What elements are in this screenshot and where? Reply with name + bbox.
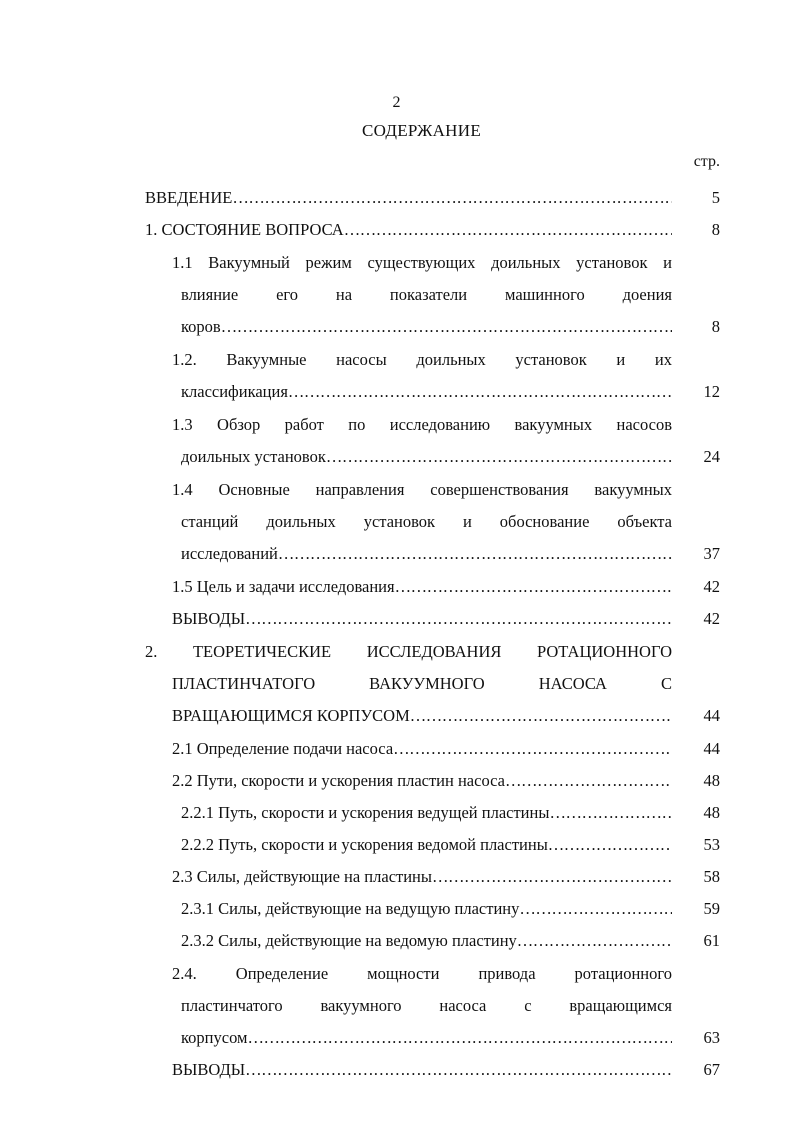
toc-entry-1-4-line1: 1.4 Основные направления совершенствования вакуумных [172,480,672,499]
leader-dots [393,733,672,765]
toc-entry-2-3-1 [181,893,672,925]
toc-entry-1-3-line2 [181,441,672,473]
toc-entry-text: классификация [181,382,288,401]
toc-page-number: 44 [703,739,720,758]
toc-entry-text: корпусом [181,1028,248,1047]
page-title: СОДЕРЖАНИЕ [361,121,482,140]
toc-entry-2-4-line2: пластинчатого вакуумного насоса с вращающимся [181,996,672,1015]
toc-page-number: 48 [703,771,720,790]
leader-dots [232,182,672,214]
toc-entry-1-1-line1: 1.1 Вакуумный режим существующих доильных установок и [172,253,672,272]
toc-entry-2-3-2 [181,925,672,957]
toc-entry-text: 2.2 Пути, скорости и ускорения пластин насоса [172,771,505,790]
toc-entry-1-2-line1: 1.2. Вакуумные насосы доильных установок и их [172,350,672,369]
toc-entry-text: 1.5 Цель и задачи исследования [172,577,395,596]
toc-page-number: 5 [711,188,720,207]
toc-page-number: 42 [703,577,720,596]
leader-dots [395,571,672,603]
leader-dots [549,797,672,829]
toc-entry-text: 2.2.1 Путь, скорости и ускорения ведущей пластины [181,803,550,822]
leader-dots [519,893,672,925]
leader-dots [278,538,672,570]
toc-entry-section-1 [145,214,672,246]
toc-entry-text: 2.1 Определение подачи насоса [172,739,394,758]
toc-entry-text: 2.2.2 Путь, скорости и ускорения ведомой пластины [181,835,548,854]
toc-entry-section-2-line1: 2. ТЕОРЕТИЧЕСКИЕ ИССЛЕДОВАНИЯ РОТАЦИОННОГО [145,642,672,661]
toc-entry-section-1-conclusions [172,603,672,635]
toc-page-number: 63 [703,1028,720,1047]
toc-entry-2-3 [172,861,672,893]
toc-entry-text: 2.3 Силы, действующие на пластины [172,867,432,886]
leader-dots [344,214,672,246]
toc-entry-2-2-1 [181,797,672,829]
toc-page-number: 59 [703,899,720,918]
toc-entry-text: доильных установок [181,447,326,466]
toc-page-number: 48 [703,803,720,822]
toc-entry-text: ВРАЩАЮЩИМСЯ КОРПУСОМ [172,706,410,725]
toc-entry-text: ВЫВОДЫ [172,609,246,628]
leader-dots [548,829,672,861]
toc-entry-1-1-line2: влияние его на показатели машинного доения [181,285,672,304]
leader-dots [432,861,672,893]
toc-entry-1-2-line2 [181,376,672,408]
toc-entry-introduction [145,182,672,214]
toc-entry-1-4-line3 [181,538,672,570]
toc-entry-2-1 [172,733,672,765]
toc-entry-1-5 [172,571,672,603]
toc-entry-2-4-line3 [181,1022,672,1054]
leader-dots [245,1054,672,1086]
toc-entry-section-2-line2: ПЛАСТИНЧАТОГО ВАКУУМНОГО НАСОСА С [172,674,672,693]
leader-dots [410,700,672,732]
toc-page-number: 67 [703,1060,720,1079]
toc-entry-2-2 [172,765,672,797]
toc-entry-text: 2.3.2 Силы, действующие на ведомую пластину [181,931,517,950]
page-number: 2 [392,94,401,111]
toc-page-number: 42 [703,609,720,628]
toc-entry-2-2-2 [181,829,672,861]
toc-entry-1-4-line2: станций доильных установок и обоснование объекта [181,512,672,531]
toc-page-number: 8 [711,317,720,336]
toc-page-number: 61 [703,931,720,950]
toc-entry-text: ВВЕДЕНИЕ [145,188,233,207]
leader-dots [326,441,672,473]
toc-page-number: 12 [703,382,720,401]
toc-entry-text: 1. СОСТОЯНИЕ ВОПРОСА [145,220,344,239]
toc-entry-text: ВЫВОДЫ [172,1060,246,1079]
leader-dots [247,1022,672,1054]
toc-page-number: 37 [703,544,720,563]
toc-page-number: 53 [703,835,720,854]
toc-entry-1-3-line1: 1.3 Обзор работ по исследованию вакуумных насосов [172,415,672,434]
toc-entry-text: коров [181,317,221,336]
leader-dots [245,603,672,635]
toc-entry-section-2-line3 [172,700,672,732]
toc-page-number: 8 [711,220,720,239]
leader-dots [517,925,672,957]
leader-dots [505,765,672,797]
toc-entry-1-1-line3 [181,311,672,343]
page-column-label: стр. [693,153,720,170]
toc-entry-section-2-conclusions [172,1054,672,1086]
toc-entry-text: 2.3.1 Силы, действующие на ведущую пластину [181,899,520,918]
toc-page-number: 24 [703,447,720,466]
leader-dots [221,311,672,343]
leader-dots [288,376,672,408]
toc-page-number: 58 [703,867,720,886]
toc-entry-text: исследований [181,544,278,563]
toc-entry-2-4-line1: 2.4. Определение мощности привода ротационного [172,964,672,983]
toc-page-number: 44 [703,706,720,725]
